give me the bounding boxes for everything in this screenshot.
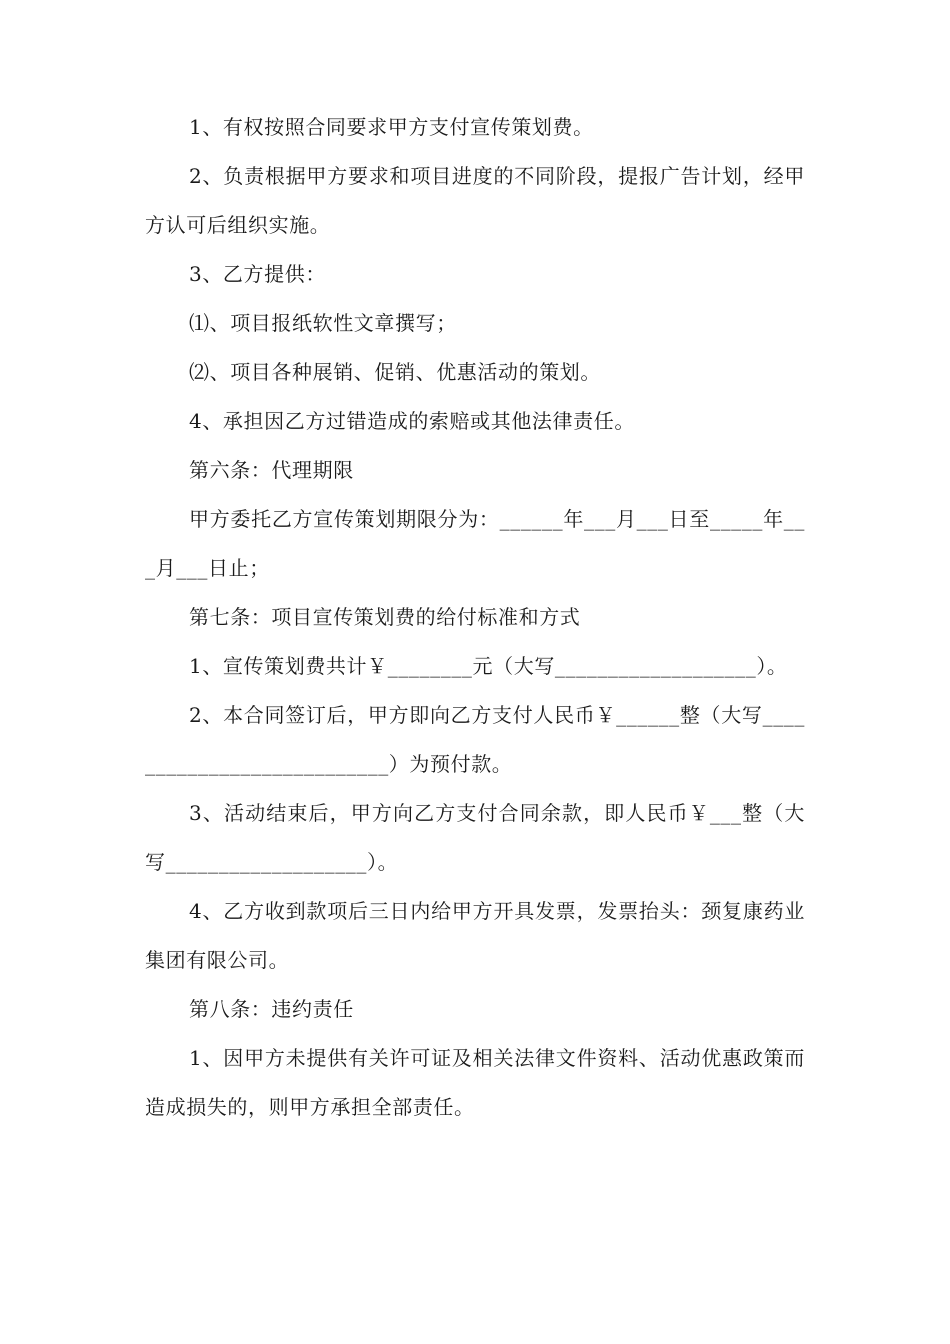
clause-term-period: 甲方委托乙方宣传策划期限分为：______年___月___日至_____年___月___日止； xyxy=(145,507,805,580)
clause-total-fee: 1、宣传策划费共计￥________元（大写___________________）。 xyxy=(189,654,788,678)
clause-item-articles: ⑴、项目报纸软性文章撰写； xyxy=(189,311,457,335)
document-body xyxy=(145,103,805,1132)
clause-liability: 4、承担因乙方过错造成的索赔或其他法律责任。 xyxy=(189,409,635,433)
article-six-heading: 第六条：代理期限 xyxy=(189,458,354,482)
article-seven-heading: 第七条：项目宣传策划费的给付标准和方式 xyxy=(189,605,581,629)
clause-right-to-payment: 1、有权按照合同要求甲方支付宣传策划费。 xyxy=(189,115,594,139)
article-eight-heading: 第八条：违约责任 xyxy=(189,997,354,1021)
clause-ad-plan: 2、负责根据甲方要求和项目进度的不同阶段，提报广告计划，经甲方认可后组织实施。 xyxy=(145,164,805,237)
clause-balance-payment: 3、活动结束后，甲方向乙方支付合同余款，即人民币￥___整（大写___________________）。 xyxy=(145,801,805,874)
clause-party-b-provides: 3、乙方提供： xyxy=(189,262,326,286)
clause-item-events: ⑵、项目各种展销、促销、优惠活动的策划。 xyxy=(189,360,601,384)
clause-invoice: 4、乙方收到款项后三日内给甲方开具发票，发票抬头：颈复康药业集团有限公司。 xyxy=(145,899,805,972)
clause-prepayment: 2、本合同签订后，甲方即向乙方支付人民币￥______整（大写___________________________）为预付款。 xyxy=(145,703,805,776)
clause-party-a-liability: 1、因甲方未提供有关许可证及相关法律文件资料、活动优惠政策而造成损失的，则甲方承担全部责任。 xyxy=(145,1046,805,1119)
